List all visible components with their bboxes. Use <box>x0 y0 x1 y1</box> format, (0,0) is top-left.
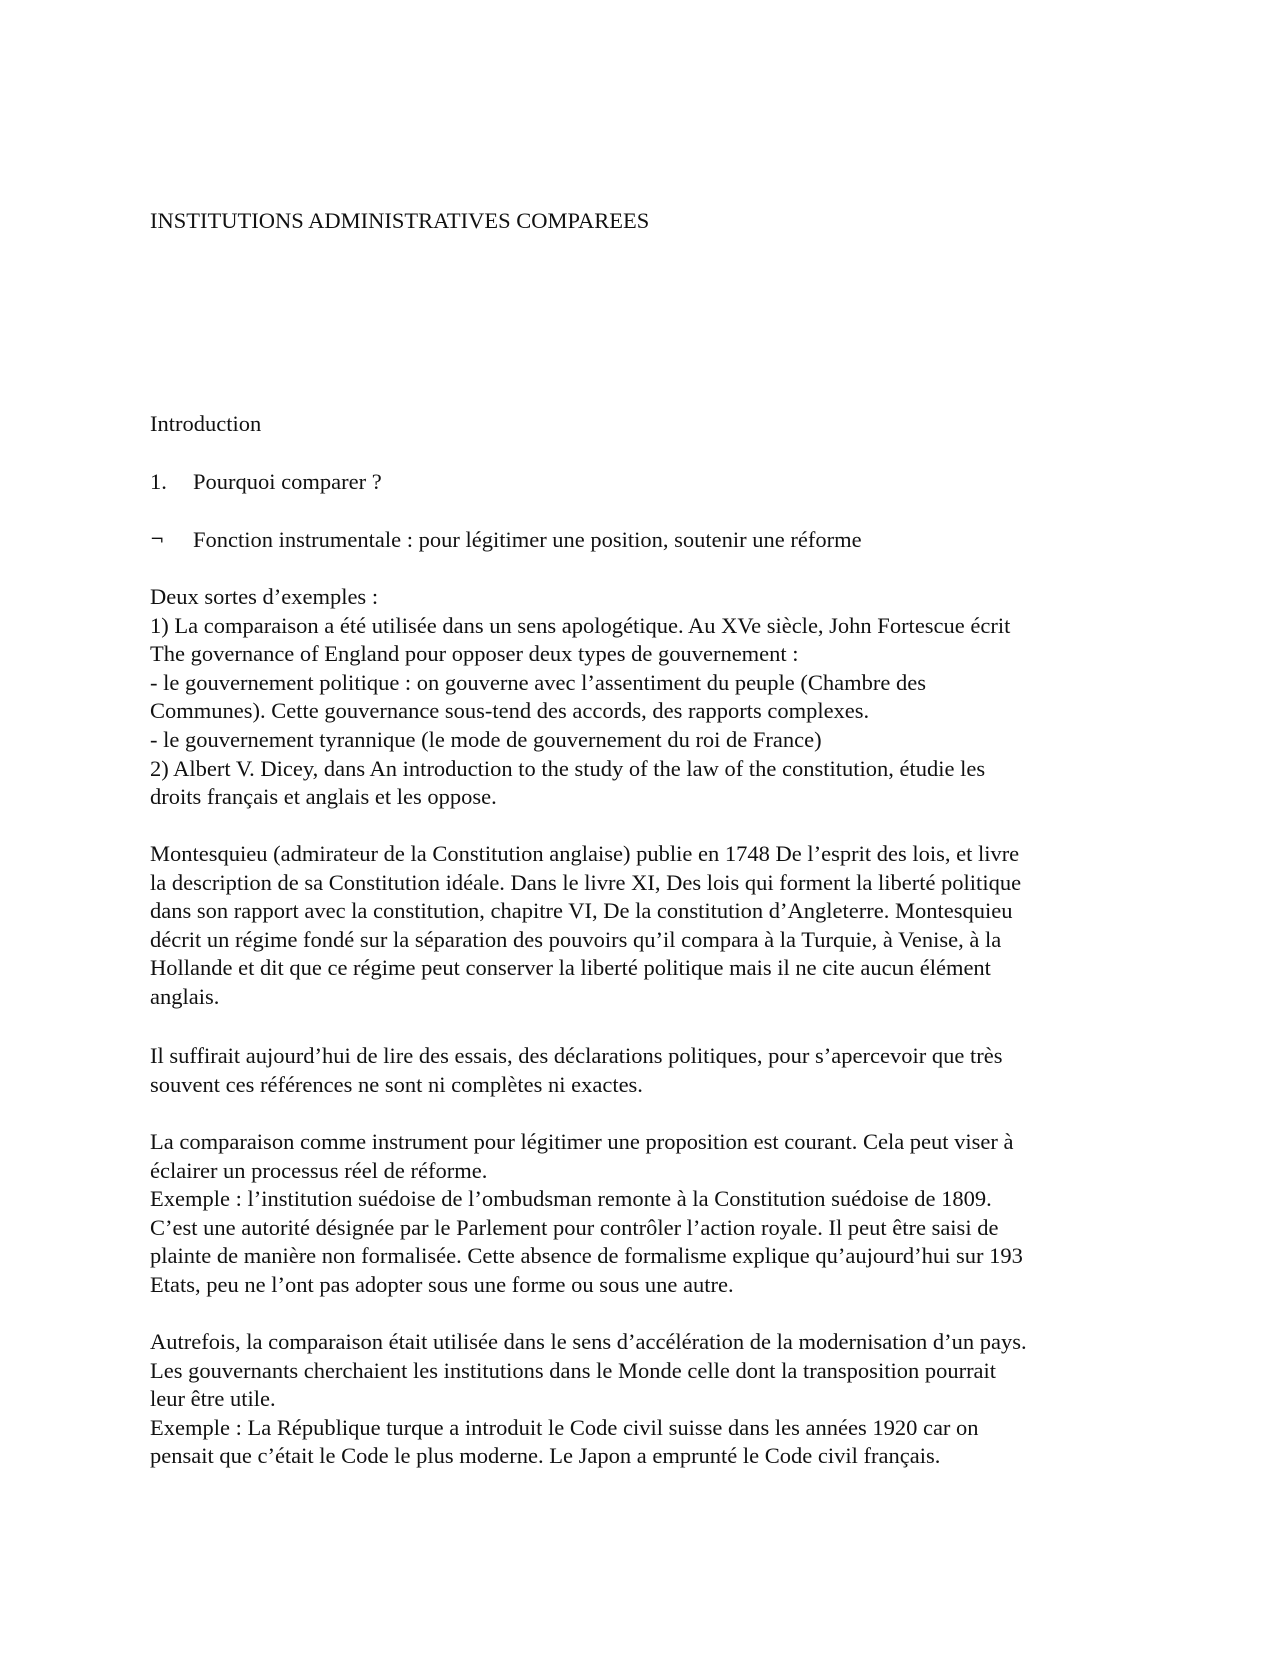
paragraph-line: Deux sortes d’exemples : <box>150 584 379 609</box>
paragraph-line: 1) La comparaison a été utilisée dans un sens apologétique. Au XVe siècle, John Fortescue écrit <box>150 612 1011 638</box>
paragraph-line: Il suffirait aujourd’hui de lire des essais, des déclarations politiques, pour s’apercevoir que très <box>150 1043 1003 1068</box>
document-title: INSTITUTIONS ADMINISTRATIVES COMPAREES <box>150 208 650 233</box>
paragraph-line: - le gouvernement politique : on gouverne avec l’assentiment du peuple (Chambre des <box>150 669 927 695</box>
paragraph-line: décrit un régime fondé sur la séparation des pouvoirs qu’il compara à la Turquie, à Venise, à la <box>150 926 1002 952</box>
paragraph-line: éclairer un processus réel de réforme. <box>150 1157 488 1183</box>
section-title: Pourquoi comparer ? <box>193 469 382 494</box>
paragraph-line: Etats, peu ne l’ont pas adopter sous une forme ou sous une autre. <box>150 1271 734 1297</box>
bullet-item <box>150 526 1150 555</box>
section-heading-1 <box>150 468 1150 497</box>
paragraph-line: anglais. <box>150 983 220 1009</box>
paragraph-line: Montesquieu (admirateur de la Constitution anglaise) publie en 1748 De l’esprit des lois, et livre <box>150 841 1020 866</box>
paragraph-line: dans son rapport avec la constitution, chapitre VI, De la constitution d’Angleterre. Montesquieu <box>150 898 1013 924</box>
paragraph-modernisation <box>150 1328 1150 1471</box>
paragraph-ombudsman <box>150 1128 1150 1300</box>
paragraph-line: plainte de manière non formalisée. Cette absence de formalisme explique qu’aujourd’hui sur 193 <box>150 1243 1023 1269</box>
paragraph-line: - le gouvernement tyrannique (le mode de gouvernement du roi de France) <box>150 726 822 752</box>
paragraph-line: droits français et anglais et les oppose. <box>150 784 497 810</box>
paragraph-line: pensait que c’était le Code le plus moderne. Le Japon a emprunté le Code civil français. <box>150 1443 941 1469</box>
bullet-text: Fonction instrumentale : pour légitimer une position, soutenir une réforme <box>193 527 862 552</box>
paragraph-line: Exemple : La République turque a introduit le Code civil suisse dans les années 1920 car on <box>150 1414 979 1440</box>
paragraph-line: Hollande et dit que ce régime peut conserver la liberté politique mais il ne cite aucun élément <box>150 955 991 981</box>
paragraph-line: La comparaison comme instrument pour légitimer une proposition est courant. Cela peut viser à <box>150 1129 1014 1154</box>
paragraph-montesquieu <box>150 840 1150 1012</box>
paragraph-line: Autrefois, la comparaison était utilisée dans le sens d’accélération de la modernisation d’un pays. <box>150 1329 1027 1354</box>
paragraph-line: C’est une autorité désignée par le Parlement pour contrôler l’action royale. Il peut être saisi de <box>150 1214 999 1240</box>
paragraph-line: 2) Albert V. Dicey, dans An introduction to the study of the law of the constitution, étudie les <box>150 755 986 781</box>
paragraph-line: Exemple : l’institution suédoise de l’ombudsman remonte à la Constitution suédoise de 1809. <box>150 1186 992 1212</box>
introduction-heading: Introduction <box>150 411 262 436</box>
paragraph-line: Les gouvernants cherchaient les institutions dans le Monde celle dont la transposition pourrait <box>150 1357 997 1383</box>
paragraph-line: The governance of England pour opposer deux types de gouvernement : <box>150 641 799 667</box>
paragraph-line: Communes). Cette gouvernance sous-tend des accords, des rapports complexes. <box>150 698 870 724</box>
paragraph-line: leur être utile. <box>150 1386 276 1412</box>
paragraph-references <box>150 1042 1150 1099</box>
paragraph-examples <box>150 583 1150 812</box>
paragraph-line: la description de sa Constitution idéale. Dans le livre XI, Des lois qui forment la liberté politique <box>150 869 1022 895</box>
section-number: 1. <box>150 469 167 494</box>
bullet-mark: ¬ <box>150 530 165 550</box>
paragraph-line: souvent ces références ne sont ni complètes ni exactes. <box>150 1071 643 1097</box>
